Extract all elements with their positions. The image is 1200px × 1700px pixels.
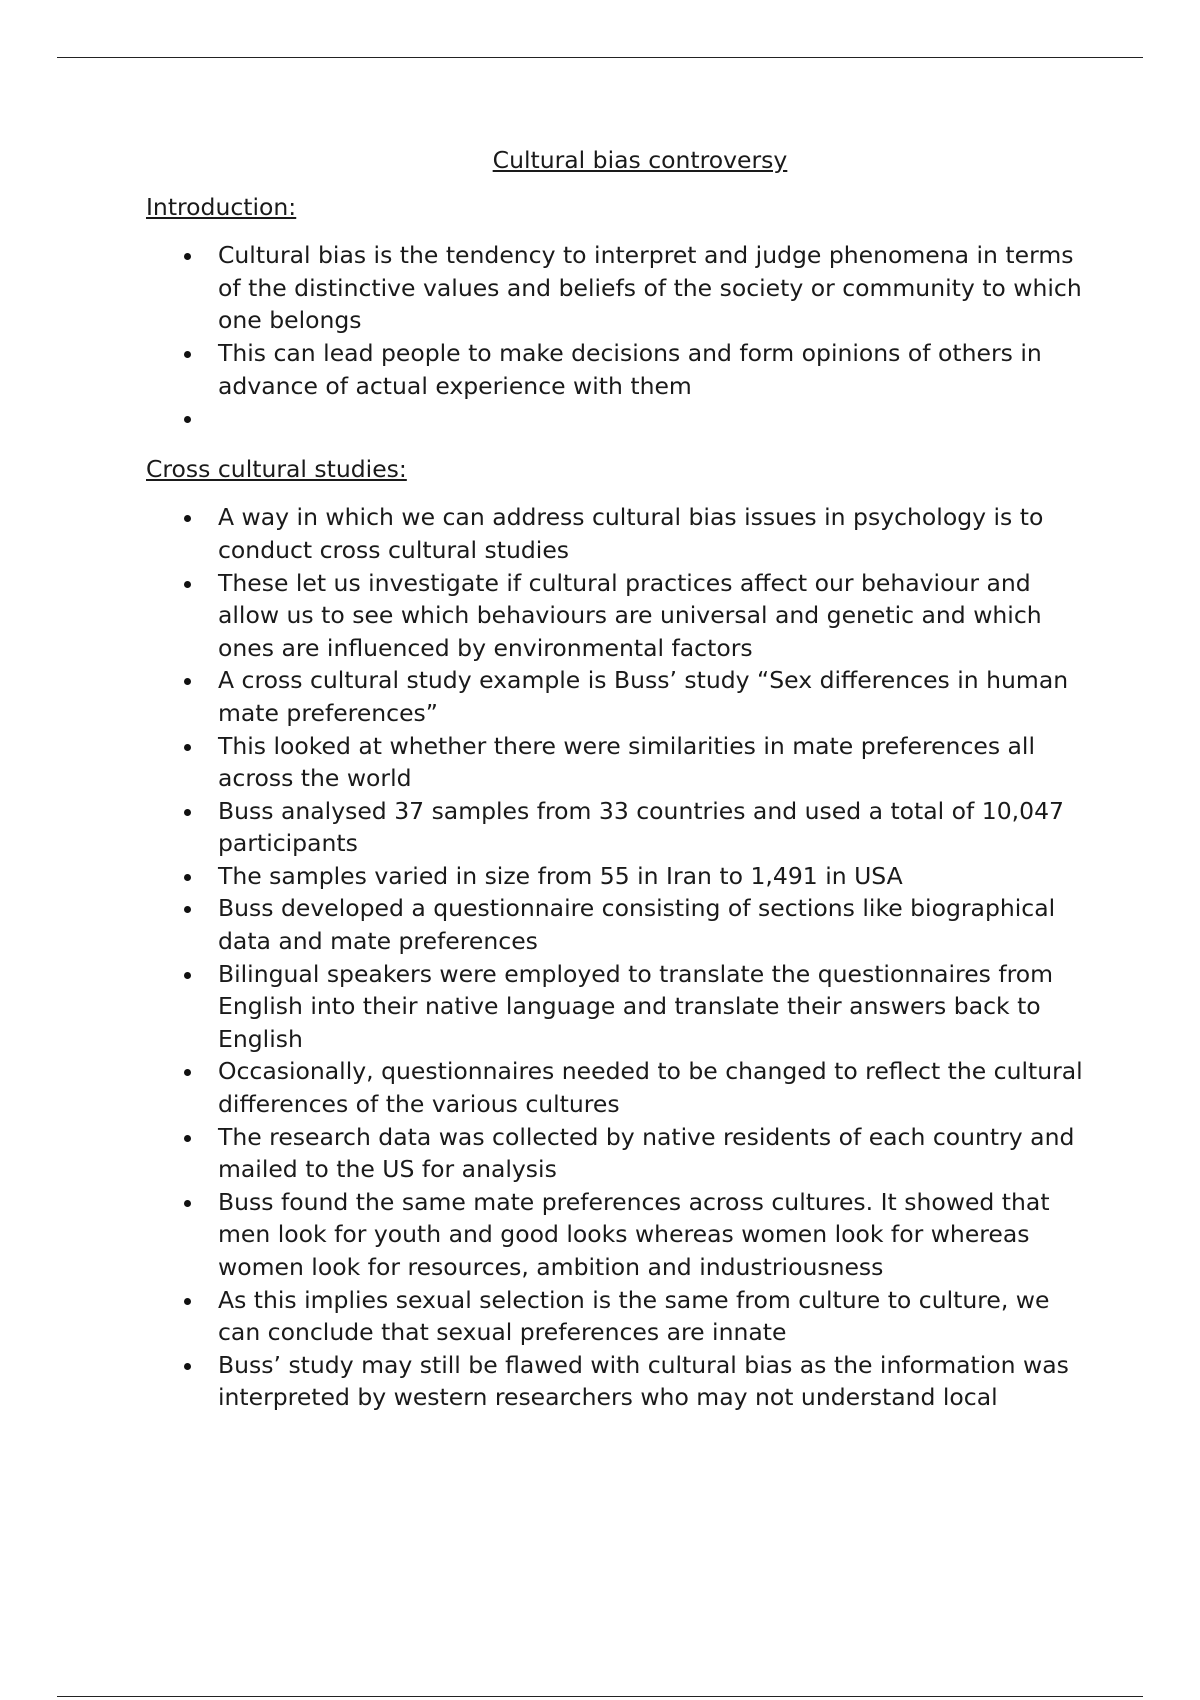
section-heading-cross-cultural-studies: Cross cultural studies: — [146, 454, 407, 483]
bullet-icon — [184, 678, 191, 685]
bullet-icon — [184, 1069, 191, 1076]
list-item-text: These let us investigate if cultural practices affect our behaviour and allow us to see which behaviours are universal and genetic and which ones are influenced by environmental factors — [218, 568, 1042, 662]
bullet-icon — [184, 1298, 191, 1305]
bullet-icon — [184, 581, 191, 588]
bullet-icon — [184, 351, 191, 358]
list-item — [146, 958, 1086, 1056]
list-item-text: A cross cultural study example is Buss’ study “Sex differences in human mate preferences” — [218, 666, 1069, 727]
document-body — [146, 144, 1086, 1432]
bullet-icon — [184, 906, 191, 913]
list-item — [146, 892, 1086, 957]
list-item-text: The samples varied in size from 55 in Iran to 1,491 in USA — [218, 861, 903, 890]
introduction-list — [146, 239, 1086, 435]
list-item-text: Bilingual speakers were employed to translate the questionnaires from English into their native language and translate their answers back to English — [218, 959, 1054, 1053]
list-item — [146, 664, 1086, 729]
list-item — [146, 795, 1086, 860]
list-item-text: Occasionally, questionnaires needed to be changed to reflect the cultural differences of the various cultures — [218, 1057, 1083, 1119]
list-item-text: Cultural bias is the tendency to interpret and judge phenomena in terms of the distinctive values and beliefs of the society or community to which one belongs — [218, 241, 1082, 335]
list-item-text: A way in which we can address cultural bias issues in psychology is to conduct cross cultural studies — [218, 503, 1044, 564]
list-item — [146, 860, 1086, 893]
bullet-icon — [184, 253, 191, 260]
list-item-text: This looked at whether there were similarities in mate preferences all across the world — [218, 731, 1035, 793]
list-item — [146, 1121, 1086, 1186]
list-item-text: The research data was collected by native residents of each country and mailed to the US for analysis — [218, 1122, 1075, 1184]
list-item — [146, 1284, 1086, 1349]
bullet-icon — [184, 809, 191, 816]
list-item — [146, 1055, 1086, 1120]
list-item-text: As this implies sexual selection is the same from culture to culture, we can conclude that sexual preferences are innate — [218, 1285, 1050, 1347]
cross-cultural-list — [146, 501, 1086, 1414]
list-item — [146, 1186, 1086, 1284]
list-item-text: This can lead people to make decisions and form opinions of others in advance of actual experience with them — [218, 338, 1042, 400]
list-item-text: Buss found the same mate preferences across cultures. It showed that men look for youth and good looks whereas women look for whereas women look for resources, ambition and industriousness — [218, 1187, 1050, 1281]
bullet-icon — [184, 416, 191, 423]
bullet-icon — [184, 874, 191, 881]
list-item — [146, 239, 1086, 337]
list-item-text: Buss developed a questionnaire consisting of sections like biographical data and mate preferences — [218, 894, 1056, 956]
bullet-icon — [184, 744, 191, 751]
bullet-icon — [184, 1135, 191, 1142]
footer-rule — [57, 1696, 1143, 1697]
page-title: Cultural bias controversy — [492, 146, 788, 174]
bullet-icon — [184, 515, 191, 522]
section-heading-introduction: Introduction: — [146, 192, 297, 221]
bullet-icon — [184, 1200, 191, 1207]
list-item-text: Buss analysed 37 samples from 33 countries and used a total of 10,047 participants — [218, 796, 1064, 858]
header-rule — [57, 57, 1143, 58]
list-item-text: Buss’ study may still be flawed with cultural bias as the information was interpreted by western researchers who may not understand local — [218, 1350, 1069, 1412]
bullet-icon — [184, 972, 191, 979]
list-item — [146, 730, 1086, 795]
list-item — [146, 567, 1086, 665]
list-item — [146, 1349, 1086, 1414]
list-item — [146, 402, 1086, 435]
list-item — [146, 337, 1086, 402]
bullet-icon — [184, 1363, 191, 1370]
list-item — [146, 501, 1086, 566]
